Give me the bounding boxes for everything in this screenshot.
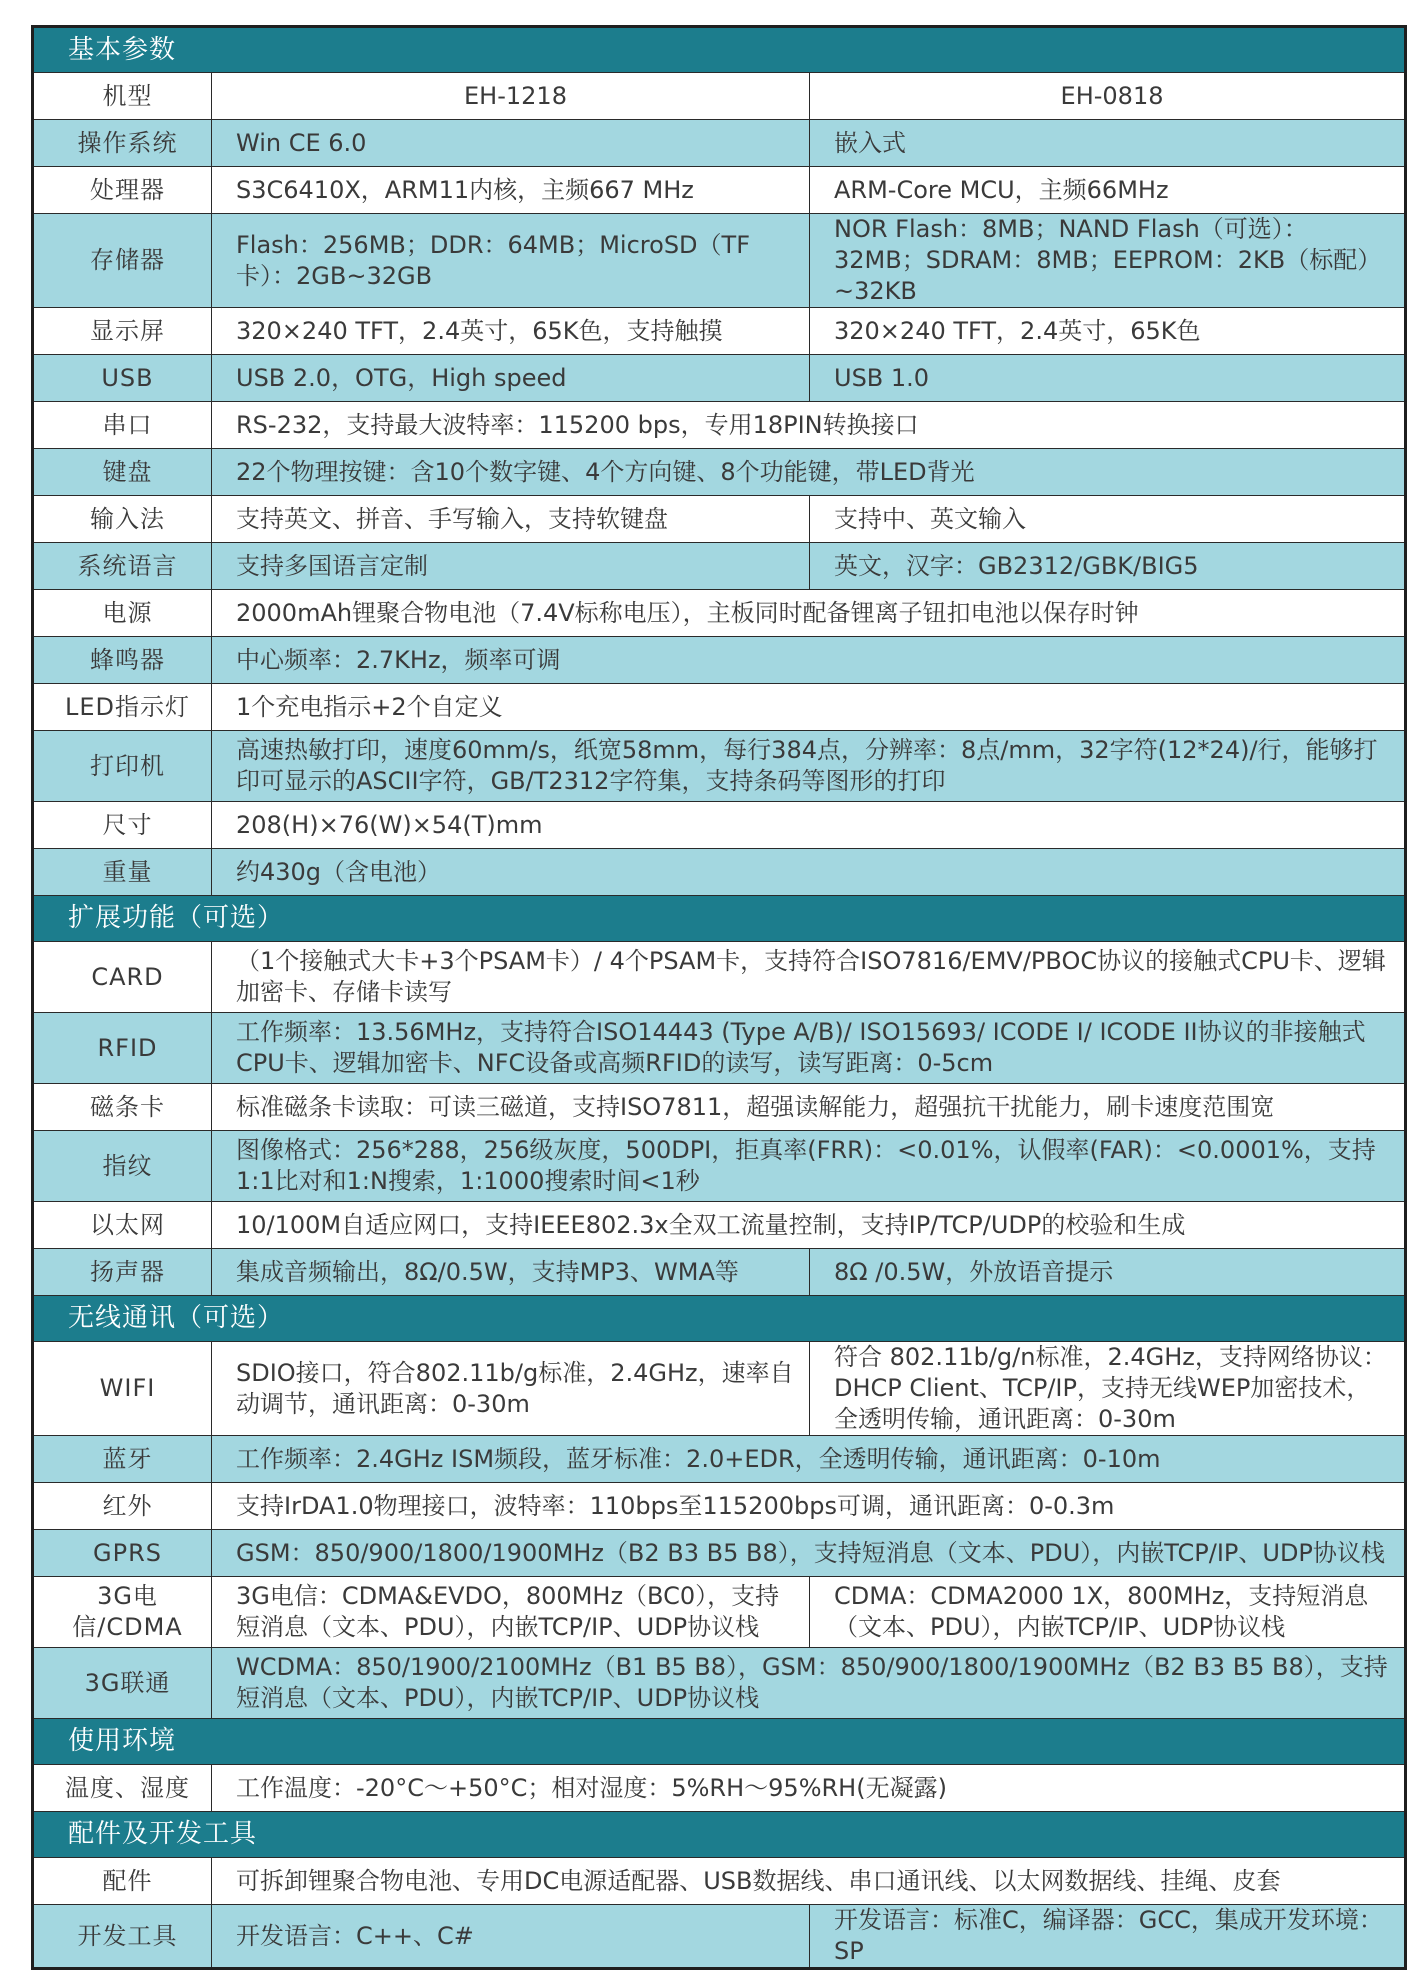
row-label: 机型 bbox=[33, 73, 212, 120]
cell-eh1218: 开发语言：C++、C# bbox=[212, 1905, 810, 1969]
row-label: CARD bbox=[33, 942, 212, 1013]
cell-eh0818: EH-0818 bbox=[810, 73, 1406, 120]
row-label: 存储器 bbox=[33, 214, 212, 308]
row-label: 重量 bbox=[33, 849, 212, 896]
row-label: 蓝牙 bbox=[33, 1436, 212, 1483]
cell-eh1218: USB 2.0，OTG，High speed bbox=[212, 355, 810, 402]
cell-shared: GSM：850/900/1800/1900MHz（B2 B3 B5 B8），支持短消息（文本、PDU），内嵌TCP/IP、UDP协议栈 bbox=[212, 1530, 1406, 1577]
row-weight bbox=[33, 849, 1406, 896]
cell-eh0818: NOR Flash：8MB；NAND Flash（可选）：32MB；SDRAM：8MB；EEPROM：2KB（标配）~32KB bbox=[810, 214, 1406, 308]
row-label: 开发工具 bbox=[33, 1905, 212, 1969]
cell-eh1218: 3G电信：CDMA&EVDO，800MHz（BC0），支持短消息（文本、PDU），内嵌TCP/IP、UDP协议栈 bbox=[212, 1577, 810, 1648]
row-label: 磁条卡 bbox=[33, 1084, 212, 1131]
section-header-accessories: 配件及开发工具 bbox=[33, 1812, 1406, 1858]
row-gprs bbox=[33, 1530, 1406, 1577]
row-label: WIFI bbox=[33, 1342, 212, 1436]
row-label: 输入法 bbox=[33, 496, 212, 543]
cell-eh1218: 支持多国语言定制 bbox=[212, 543, 810, 590]
cell-eh1218: EH-1218 bbox=[212, 73, 810, 120]
row-label: 系统语言 bbox=[33, 543, 212, 590]
row-label: USB bbox=[33, 355, 212, 402]
row-infrared bbox=[33, 1483, 1406, 1530]
row-card bbox=[33, 942, 1406, 1013]
cell-eh0818: 符合 802.11b/g/n标准，2.4GHz，支持网络协议：DHCP Client、TCP/IP，支持无线WEP加密技术，全透明传输，通讯距离：0-30m bbox=[810, 1342, 1406, 1436]
cell-shared: 中心频率：2.7KHz，频率可调 bbox=[212, 637, 1406, 684]
cell-shared: 高速热敏打印，速度60mm/s，纸宽58mm，每行384点，分辨率：8点/mm，32字符(12*24)/行，能够打印可显示的ASCII字符，GB/T2312字符集，支持条码等图形的打印 bbox=[212, 731, 1406, 802]
cell-eh1218: 支持英文、拼音、手写输入，支持软键盘 bbox=[212, 496, 810, 543]
cell-eh1218: 320×240 TFT，2.4英寸，65K色，支持触摸 bbox=[212, 308, 810, 355]
cell-eh0818: 支持中、英文输入 bbox=[810, 496, 1406, 543]
cell-eh0818: USB 1.0 bbox=[810, 355, 1406, 402]
row-fingerprint bbox=[33, 1131, 1406, 1202]
row-keyboard bbox=[33, 449, 1406, 496]
cell-shared: 标准磁条卡读取：可读三磁道，支持ISO7811，超强读解能力，超强抗干扰能力，刷卡速度范围宽 bbox=[212, 1084, 1406, 1131]
row-label: 显示屏 bbox=[33, 308, 212, 355]
row-serial bbox=[33, 402, 1406, 449]
row-temperature-humidity bbox=[33, 1765, 1406, 1812]
row-usb bbox=[33, 355, 1406, 402]
row-accessories bbox=[33, 1858, 1406, 1905]
cell-shared: RS-232，支持最大波特率：115200 bps，专用18PIN转换接口 bbox=[212, 402, 1406, 449]
row-buzzer bbox=[33, 637, 1406, 684]
row-label: GPRS bbox=[33, 1530, 212, 1577]
section-header-extended: 扩展功能（可选） bbox=[33, 896, 1406, 942]
cell-eh1218: Flash：256MB；DDR：64MB；MicroSD（TF卡）：2GB~32GB bbox=[212, 214, 810, 308]
section-header-wireless: 无线通讯（可选） bbox=[33, 1296, 1406, 1342]
cell-eh1218: S3C6410X，ARM11内核，主频667 MHz bbox=[212, 167, 810, 214]
row-label: 键盘 bbox=[33, 449, 212, 496]
row-bluetooth bbox=[33, 1436, 1406, 1483]
row-label: LED指示灯 bbox=[33, 684, 212, 731]
row-wifi bbox=[33, 1342, 1406, 1436]
row-printer bbox=[33, 731, 1406, 802]
row-label: 处理器 bbox=[33, 167, 212, 214]
row-rfid bbox=[33, 1013, 1406, 1084]
row-label: 扬声器 bbox=[33, 1249, 212, 1296]
row-label: 温度、湿度 bbox=[33, 1765, 212, 1812]
row-cdma bbox=[33, 1577, 1406, 1648]
cell-eh1218: Win CE 6.0 bbox=[212, 120, 810, 167]
row-label: 操作系统 bbox=[33, 120, 212, 167]
row-label: 3G电信/CDMA bbox=[33, 1577, 212, 1648]
cell-shared: 图像格式：256*288，256级灰度，500DPI，拒真率(FRR)：<0.01%，认假率(FAR)：<0.0001%，支持1:1比对和1:N搜索，1:1000搜索时间<1秒 bbox=[212, 1131, 1406, 1202]
spec-sheet bbox=[31, 25, 1404, 1970]
cell-eh0818: 开发语言：标准C，编译器：GCC，集成开发环境：SP bbox=[810, 1905, 1406, 1969]
cell-eh0818: 8Ω /0.5W，外放语音提示 bbox=[810, 1249, 1406, 1296]
row-label: 串口 bbox=[33, 402, 212, 449]
row-input bbox=[33, 496, 1406, 543]
cell-eh1218: 集成音频输出，8Ω/0.5W，支持MP3、WMA等 bbox=[212, 1249, 810, 1296]
cell-eh0818: 嵌入式 bbox=[810, 120, 1406, 167]
row-wcdma bbox=[33, 1648, 1406, 1719]
cell-shared: 工作频率：13.56MHz，支持符合ISO14443 (Type A/B)/ ISO15693/ ICODE I/ ICODE II协议的非接触式CPU卡、逻辑加密卡、NFC设备或高频RFID的读写，读写距离：0-5cm bbox=[212, 1013, 1406, 1084]
row-speaker bbox=[33, 1249, 1406, 1296]
cell-shared: 支持IrDA1.0物理接口，波特率：110bps至115200bps可调，通讯距离：0-0.3m bbox=[212, 1483, 1406, 1530]
cell-eh0818: CDMA：CDMA2000 1X，800MHz，支持短消息（文本、PDU），内嵌TCP/IP、UDP协议栈 bbox=[810, 1577, 1406, 1648]
row-label: 配件 bbox=[33, 1858, 212, 1905]
row-cpu bbox=[33, 167, 1406, 214]
cell-shared: 10/100M自适应网口，支持IEEE802.3x全双工流量控制，支持IP/TCP/UDP的校验和生成 bbox=[212, 1202, 1406, 1249]
cell-shared: 可拆卸锂聚合物电池、专用DC电源适配器、USB数据线、串口通讯线、以太网数据线、挂绳、皮套 bbox=[212, 1858, 1406, 1905]
cell-shared: 约430g（含电池） bbox=[212, 849, 1406, 896]
cell-shared: 1个充电指示+2个自定义 bbox=[212, 684, 1406, 731]
row-os bbox=[33, 120, 1406, 167]
cell-eh0818: ARM-Core MCU，主频66MHz bbox=[810, 167, 1406, 214]
section-header-environment: 使用环境 bbox=[33, 1719, 1406, 1765]
row-language bbox=[33, 543, 1406, 590]
row-ethernet bbox=[33, 1202, 1406, 1249]
cell-shared: 208(H)×76(W)×54(T)mm bbox=[212, 802, 1406, 849]
cell-eh0818: 英文，汉字：GB2312/GBK/BIG5 bbox=[810, 543, 1406, 590]
row-size bbox=[33, 802, 1406, 849]
cell-shared: 2000mAh锂聚合物电池（7.4V标称电压），主板同时配备锂离子钮扣电池以保存时钟 bbox=[212, 590, 1406, 637]
spec-table bbox=[31, 25, 1407, 1970]
row-storage bbox=[33, 214, 1406, 308]
row-label: RFID bbox=[33, 1013, 212, 1084]
cell-shared: 工作频率：2.4GHz ISM频段，蓝牙标准：2.0+EDR，全透明传输，通讯距离：0-10m bbox=[212, 1436, 1406, 1483]
row-magstripe bbox=[33, 1084, 1406, 1131]
row-label: 电源 bbox=[33, 590, 212, 637]
cell-eh0818: 320×240 TFT，2.4英寸，65K色 bbox=[810, 308, 1406, 355]
row-power bbox=[33, 590, 1406, 637]
row-label: 尺寸 bbox=[33, 802, 212, 849]
row-display bbox=[33, 308, 1406, 355]
row-label: 蜂鸣器 bbox=[33, 637, 212, 684]
row-model bbox=[33, 73, 1406, 120]
row-label: 红外 bbox=[33, 1483, 212, 1530]
cell-shared: WCDMA：850/1900/2100MHz（B1 B5 B8），GSM：850/900/1800/1900MHz（B2 B3 B5 B8），支持短消息（文本、PDU），内嵌TCP/IP、UDP协议栈 bbox=[212, 1648, 1406, 1719]
cell-eh1218: SDIO接口，符合802.11b/g标准，2.4GHz，速率自动调节，通讯距离：0-30m bbox=[212, 1342, 810, 1436]
section-header-basic: 基本参数 bbox=[33, 27, 1406, 73]
row-label: 以太网 bbox=[33, 1202, 212, 1249]
row-devtools bbox=[33, 1905, 1406, 1969]
row-label: 打印机 bbox=[33, 731, 212, 802]
row-label: 指纹 bbox=[33, 1131, 212, 1202]
cell-shared: 22个物理按键：含10个数字键、4个方向键、8个功能键，带LED背光 bbox=[212, 449, 1406, 496]
cell-shared: （1个接触式大卡+3个PSAM卡）/ 4个PSAM卡，支持符合ISO7816/EMV/PBOC协议的接触式CPU卡、逻辑加密卡、存储卡读写 bbox=[212, 942, 1406, 1013]
row-label: 3G联通 bbox=[33, 1648, 212, 1719]
row-led bbox=[33, 684, 1406, 731]
cell-shared: 工作温度：-20°C～+50°C；相对湿度：5%RH～95%RH(无凝露) bbox=[212, 1765, 1406, 1812]
